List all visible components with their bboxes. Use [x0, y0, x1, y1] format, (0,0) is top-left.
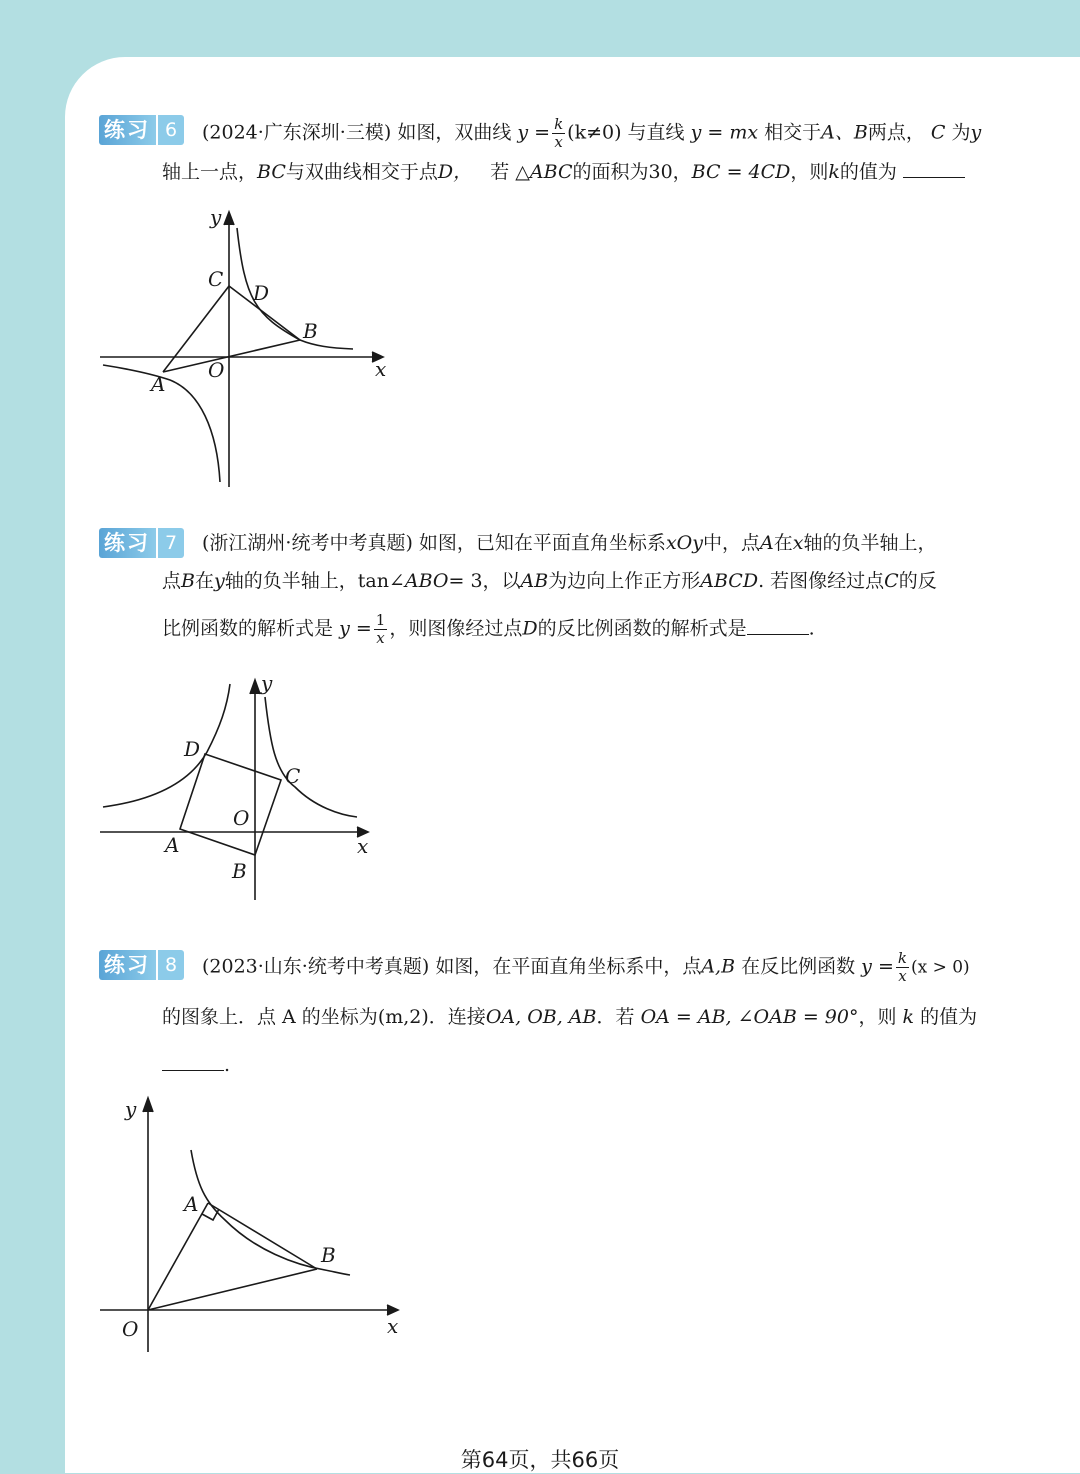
text: 为	[951, 121, 971, 144]
text: 如图，在平面直角坐标系中，点	[435, 955, 702, 978]
label-O: O	[233, 806, 250, 830]
problem-8-line-3	[162, 1051, 230, 1079]
numerator: k	[554, 115, 564, 133]
text: 轴的负半轴上，	[803, 532, 937, 554]
label-O: O	[122, 1317, 139, 1341]
math: ABCD	[700, 570, 759, 592]
hyperbola-left	[103, 684, 230, 807]
fraction	[896, 950, 909, 985]
math: A	[759, 532, 774, 554]
text: 的反	[898, 570, 937, 592]
label-x: x	[375, 357, 387, 381]
fraction	[374, 612, 388, 647]
text: 与双曲线相交于点	[285, 161, 438, 183]
label-y: y	[261, 672, 273, 695]
label-O: O	[208, 358, 225, 382]
answer-blank	[162, 1052, 224, 1071]
math: C	[930, 121, 946, 144]
numerator: 1	[375, 611, 386, 629]
math: AB	[520, 570, 549, 592]
badge-number: 8	[158, 950, 184, 980]
text: 如图，双曲线	[397, 121, 512, 144]
math: k	[902, 1006, 915, 1028]
denominator: x	[554, 133, 563, 151]
problem-7-line-2	[162, 567, 937, 595]
text: 为边向上作正方形	[548, 570, 701, 592]
math: BC = 4CD	[691, 161, 791, 183]
text: = 3，以	[448, 570, 521, 592]
problem-source: (2024·广东深圳·三模)	[202, 121, 392, 144]
answer-blank	[747, 616, 809, 635]
problem-7-line-3	[162, 612, 815, 647]
text: 轴上一点，	[162, 161, 258, 183]
badge-label: 练习	[99, 115, 156, 145]
text: ，则图像经过点	[389, 617, 523, 640]
text: ，则	[858, 1006, 897, 1028]
text: .	[224, 1054, 231, 1076]
text: (k≠0) 与直线	[567, 121, 685, 144]
badge-label: 练习	[99, 950, 156, 980]
text: . 若图像经过点	[758, 570, 885, 592]
text: 在	[194, 570, 214, 592]
figure-6	[95, 200, 395, 495]
y-axis-arrow	[224, 212, 234, 225]
text: ．若	[596, 1006, 635, 1028]
label-A: A	[165, 833, 180, 857]
text: 在	[773, 532, 793, 554]
label-x: x	[357, 834, 369, 858]
math: x	[792, 532, 804, 554]
page-footer: 第64页，共66页	[460, 1448, 620, 1472]
y-axis-arrow	[143, 1098, 153, 1112]
math: ABO	[404, 570, 449, 592]
answer-blank	[903, 159, 965, 178]
badge-label: 练习	[99, 528, 156, 558]
exercise-badge-6	[99, 115, 184, 145]
exercise-badge-7	[99, 528, 184, 558]
text: ，则	[790, 161, 829, 183]
math: A、B	[821, 121, 868, 144]
math: y =	[339, 617, 372, 640]
math: y	[970, 121, 982, 144]
denominator: x	[898, 967, 907, 985]
math: A,B	[701, 955, 736, 978]
math: BC	[257, 161, 286, 183]
text: 点	[162, 570, 182, 592]
label-B: B	[232, 859, 247, 883]
label-B: B	[321, 1243, 336, 1267]
problem-8-line-2	[162, 1003, 977, 1031]
numerator: k	[897, 949, 907, 967]
math: ABC	[529, 161, 573, 183]
line-AB	[208, 1203, 317, 1269]
line-OB	[148, 1269, 317, 1310]
math: y =	[517, 121, 551, 144]
text: 若 △	[490, 161, 530, 183]
math: D，	[437, 161, 473, 183]
text: 如图，已知在平面直角坐标系	[418, 532, 666, 554]
text: 的值为	[839, 161, 897, 183]
math: xOy	[665, 532, 703, 554]
math: k	[828, 161, 840, 183]
math: y	[214, 570, 225, 592]
text: 轴的负半轴上，tan∠	[224, 570, 405, 592]
math: y = mx	[690, 121, 759, 144]
figure-7	[95, 672, 385, 907]
label-C: C	[285, 764, 301, 788]
problem-6-line-1	[202, 116, 981, 151]
line-OA	[148, 1203, 208, 1310]
label-y: y	[210, 205, 222, 229]
exercise-badge-8	[99, 950, 184, 980]
text: .	[808, 617, 815, 640]
text: 的面积为30，	[572, 161, 692, 183]
label-B: B	[303, 319, 318, 343]
math: D	[522, 617, 538, 640]
text: 比例函数的解析式是	[162, 617, 334, 640]
problem-source: (2023·山东·统考中考真题)	[202, 955, 430, 978]
label-y: y	[125, 1097, 137, 1121]
label-C: C	[208, 267, 224, 291]
math: OA = AB, ∠OAB = 90°	[640, 1006, 859, 1028]
text: 两点，	[867, 121, 925, 144]
text: 在反比例函数	[741, 955, 856, 978]
text: ．连接	[428, 1006, 486, 1028]
text: 的图象上．点 A 的坐标为	[162, 1006, 378, 1028]
math: OA, OB, AB	[485, 1006, 597, 1028]
math: y =	[861, 955, 894, 978]
math: B	[181, 570, 195, 592]
label-D: D	[253, 281, 270, 305]
figure-8	[95, 1090, 415, 1360]
problem-source: (浙江湖州·统考中考真题)	[202, 532, 413, 554]
label-x: x	[387, 1314, 399, 1338]
label-A: A	[151, 372, 166, 396]
hyperbola-right	[265, 697, 357, 817]
denominator: x	[376, 629, 385, 647]
label-D: D	[184, 737, 201, 761]
badge-number: 7	[158, 528, 184, 558]
problem-6-line-2	[162, 158, 965, 186]
problem-7-line-1	[202, 529, 936, 557]
label-A: A	[184, 1192, 199, 1216]
problem-8-line-1	[202, 950, 970, 985]
text: 的值为	[920, 1006, 978, 1028]
y-axis-arrow	[250, 680, 260, 694]
text: 相交于	[764, 121, 822, 144]
text: (x > 0)	[910, 957, 970, 978]
math: C	[884, 570, 899, 592]
text: 的反比例函数的解析式是	[537, 617, 747, 640]
math: (m,2)	[377, 1006, 429, 1028]
text: 中，点	[702, 532, 760, 554]
badge-number: 6	[158, 115, 184, 145]
fraction	[552, 116, 565, 151]
